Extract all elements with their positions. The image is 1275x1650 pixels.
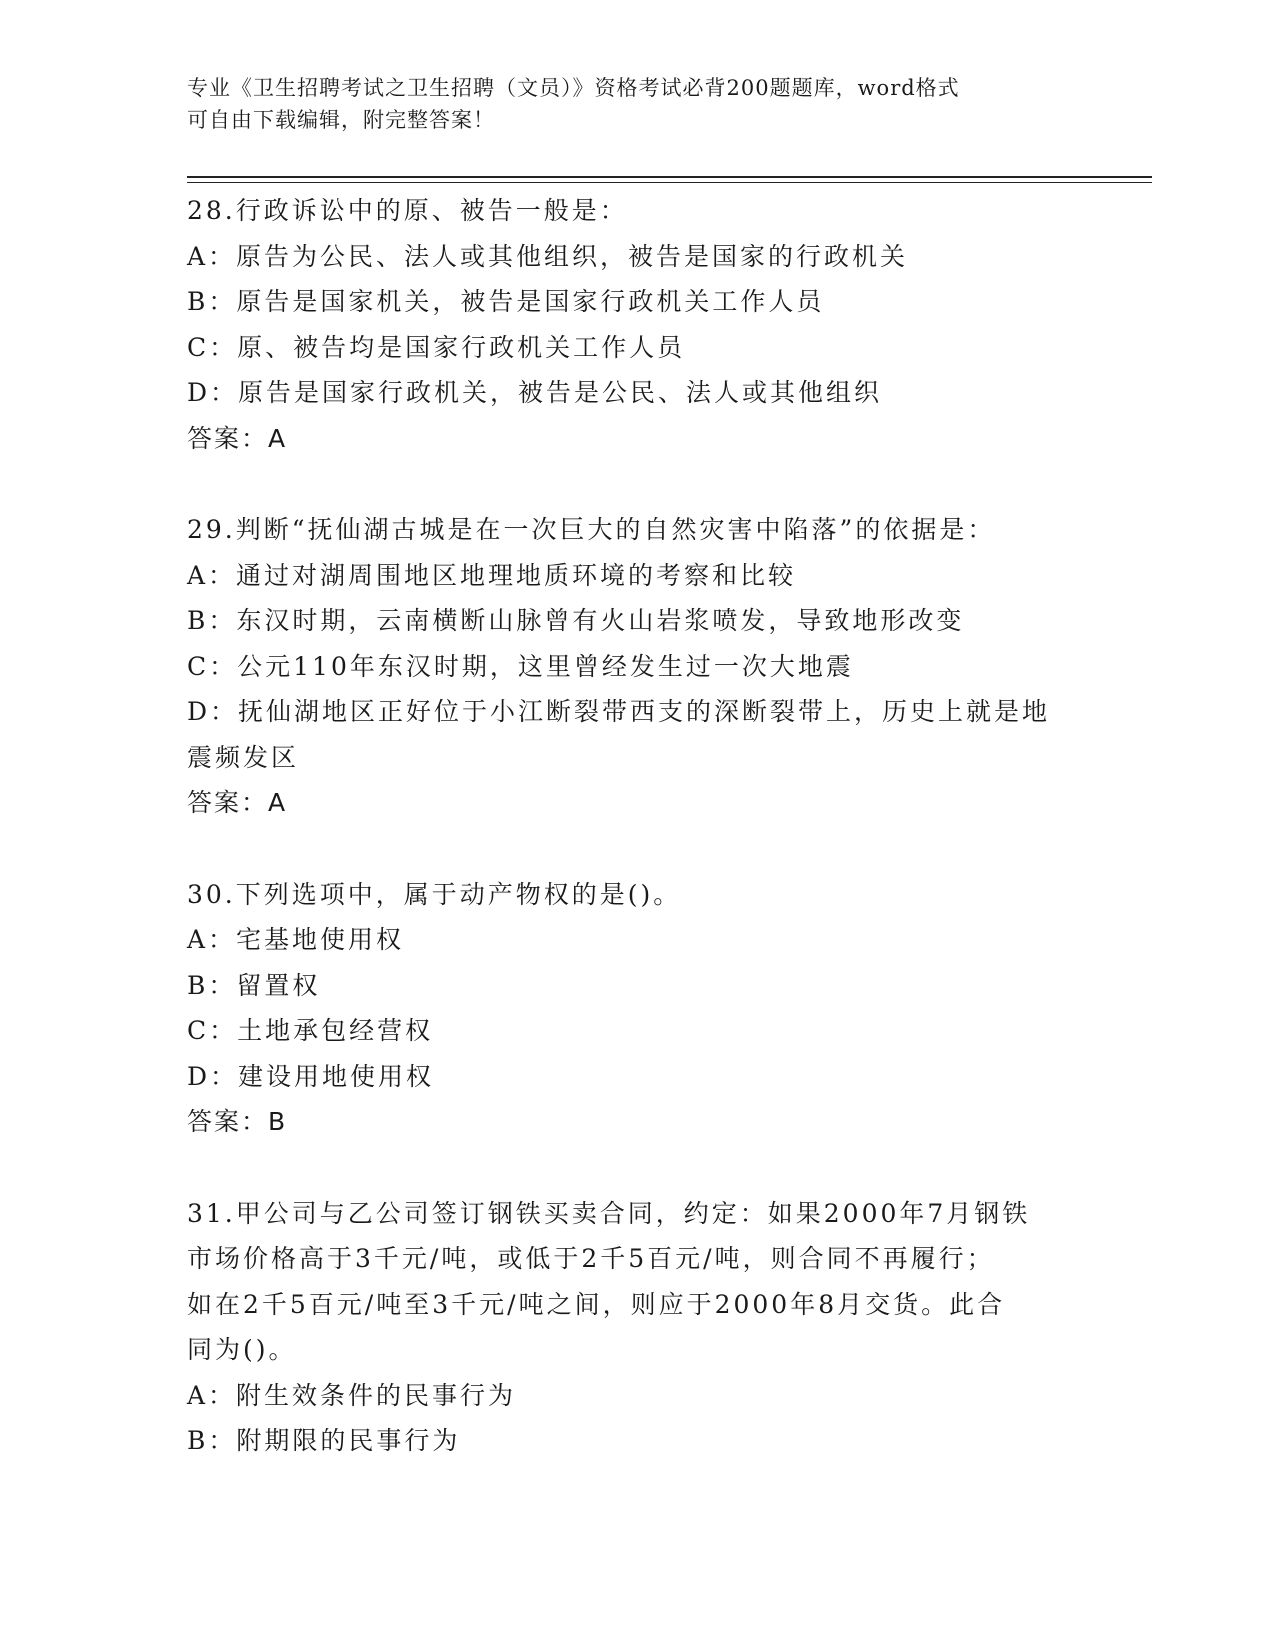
header-divider-thick [187,176,1152,178]
answer-option: D：原告是国家行政机关，被告是公民、法人或其他组织 [187,378,883,407]
question-block [187,188,1087,461]
question-list [187,188,1087,1510]
answer-option: A：附生效条件的民事行为 [187,1380,517,1410]
answer-option: C：公元110年东汉时期，这里曾经发生过一次大地震 [187,651,854,681]
answer-key: 答案：B [187,1107,288,1136]
document-header [187,72,1067,136]
question-block [187,1191,1087,1464]
question-stem: 30.下列选项中，属于动产物权的是()。 [187,879,682,909]
header-line-2: 可自由下载编辑，附完整答案！ [187,108,495,132]
answer-option: A：通过对湖周围地区地理地质环境的考察和比较 [187,560,797,590]
answer-option: B：原告是国家机关，被告是国家行政机关工作人员 [187,287,825,316]
answer-key: 答案：A [187,423,288,453]
question-block [187,872,1087,1145]
question-block [187,507,1087,826]
answer-option: A：宅基地使用权 [187,925,405,954]
header-divider-thin [187,182,1152,183]
answer-option: D：抚仙湖地区正好位于小江断裂带西支的深断裂带上，历史上就是地 [187,697,1051,726]
answer-option: B：留置权 [187,970,321,1000]
answer-key: 答案：A [187,788,288,817]
answer-option: C：原、被告均是国家行政机关工作人员 [187,332,686,362]
answer-option: 震频发区 [187,742,300,772]
question-stem: 如在2千5百元/吨至3千元/吨之间，则应于2000年8月交货。此合 [187,1289,1006,1319]
answer-option: B：附期限的民事行为 [187,1426,461,1455]
header-line-1: 专业《卫生招聘考试之卫生招聘（文员）》资格考试必背200题题库，word格式 [187,76,960,100]
answer-option: D：建设用地使用权 [187,1061,435,1091]
answer-option: C：土地承包经营权 [187,1016,434,1045]
answer-option: A：原告为公民、法人或其他组织，被告是国家的行政机关 [187,241,909,271]
question-stem: 29.判断“抚仙湖古城是在一次巨大的自然灾害中陷落”的依据是： [187,515,996,544]
question-stem: 市场价格高于3千元/吨，或低于2千5百元/吨，则合同不再履行； [187,1244,995,1273]
question-stem: 31.甲公司与乙公司签订钢铁买卖合同，约定：如果2000年7月钢铁 [187,1198,1031,1228]
question-stem: 28.行政诉讼中的原、被告一般是： [187,196,628,225]
answer-option: B：东汉时期，云南横断山脉曾有火山岩浆喷发，导致地形改变 [187,606,965,635]
question-stem: 同为()。 [187,1335,297,1364]
